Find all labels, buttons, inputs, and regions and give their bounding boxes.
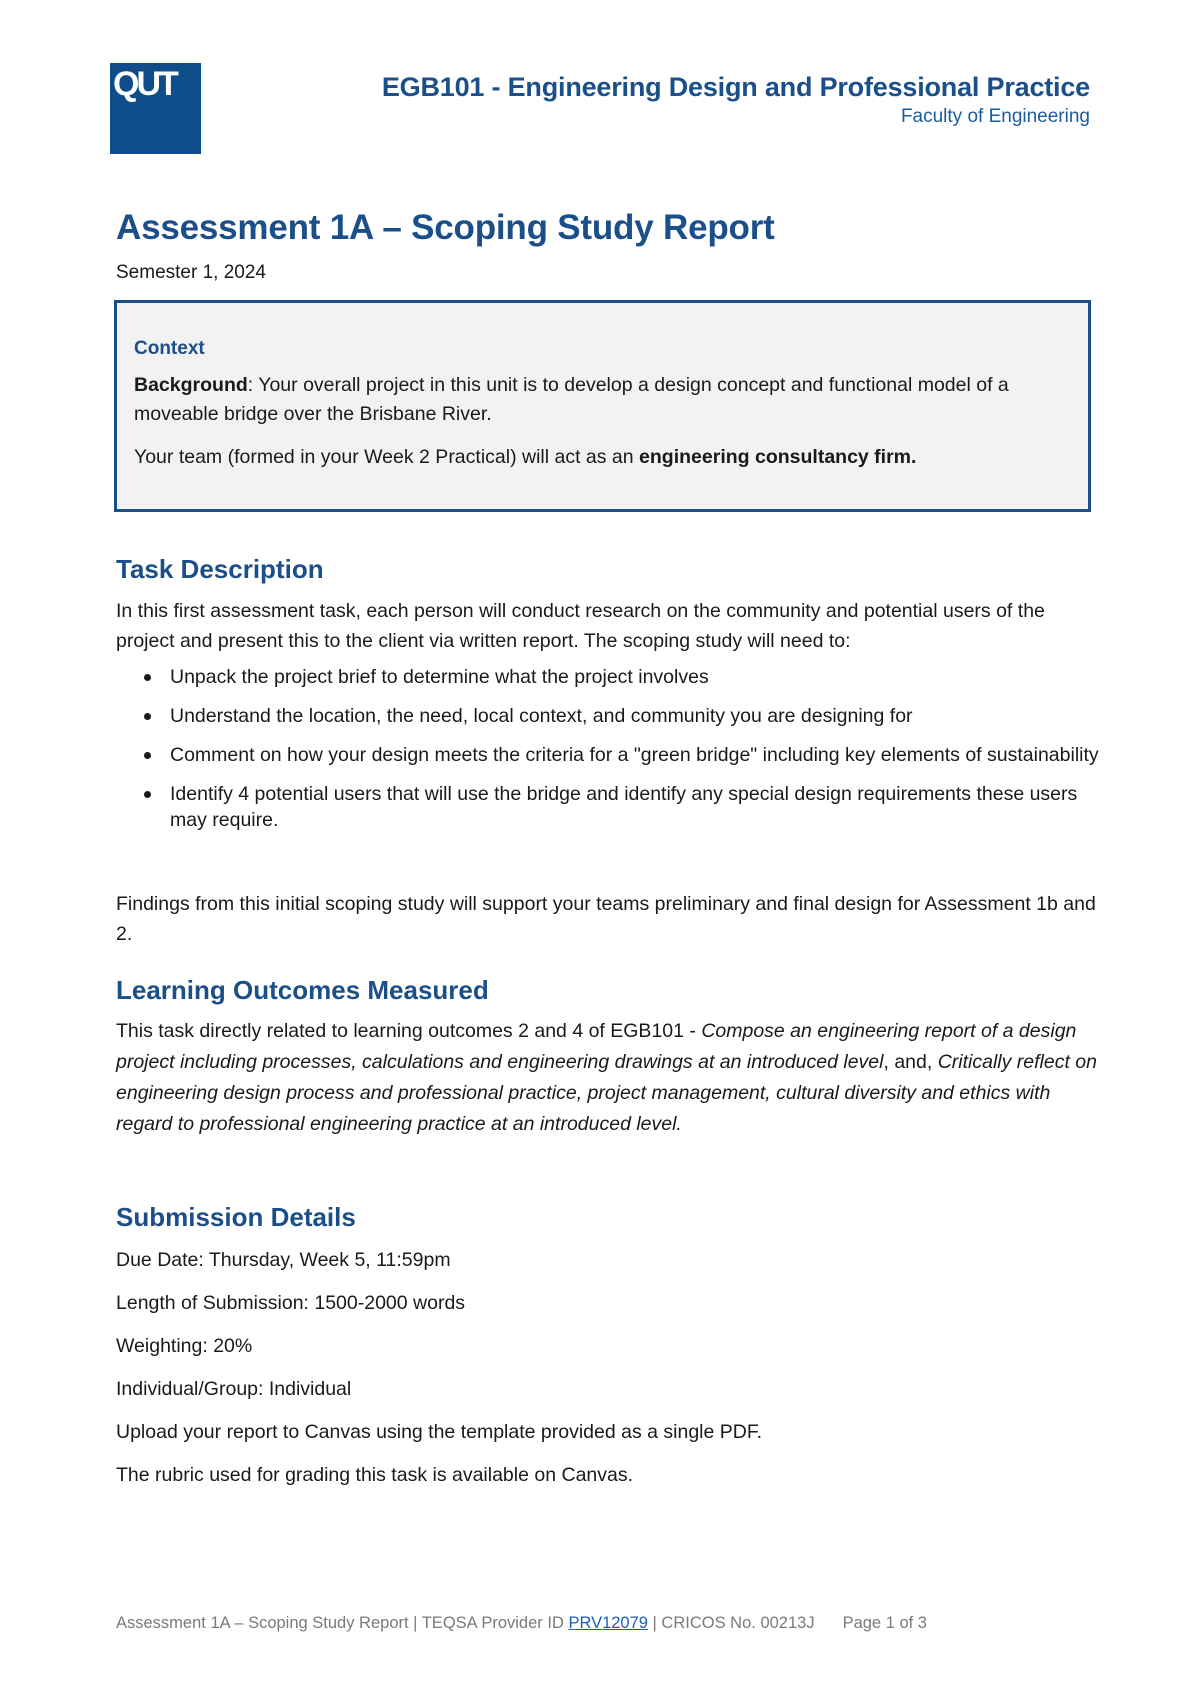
task-bullet-list bbox=[116, 664, 1106, 846]
task-intro: In this first assessment task, each person will conduct research on the community and potential users of the project and present this to the client via written report. The scoping study will need to: bbox=[116, 600, 1045, 652]
list-item: Comment on how your design meets the criteria for a "green bridge" including key elements of sustainability bbox=[116, 742, 1106, 768]
background-text: : Your overall project in this unit is to develop a design concept and functional model of a moveable bridge over the Brisbane River. bbox=[134, 374, 1009, 425]
task-findings: Findings from this initial scoping study will support your teams preliminary and final design for Assessment 1b and 2. bbox=[116, 893, 1096, 945]
unit-title: EGB101 - Engineering Design and Professional Practice bbox=[381, 72, 1090, 102]
team-suffix: . bbox=[911, 446, 917, 468]
background-label: Background bbox=[134, 374, 248, 396]
outcomes-text bbox=[116, 1016, 1106, 1140]
outcomes-heading: Learning Outcomes Measured bbox=[116, 975, 489, 1005]
logo-text: QUT bbox=[113, 65, 176, 103]
outcome-b: Critically reflect on engineering design process and professional practice, project management, cultural diversity and ethics with regard to professional engineering practice at an introduced level. bbox=[116, 1051, 1097, 1135]
team-prefix: Your team (formed in your Week 2 Practical) will act as an bbox=[134, 446, 640, 468]
due-date: Due Date: Thursday, Week 5, 11:59pm bbox=[116, 1249, 451, 1271]
page-footer bbox=[116, 1614, 927, 1633]
context-box bbox=[114, 300, 1091, 512]
outcomes-joiner: , and, bbox=[883, 1051, 938, 1073]
outcome-a: Compose an engineering report of a design project including processes, calculations and engineering drawings at an introduced level bbox=[116, 1020, 1077, 1073]
context-heading: Context bbox=[134, 338, 205, 359]
provider-id-link[interactable]: PRV12079 bbox=[568, 1614, 648, 1632]
faculty-name: Faculty of Engineering bbox=[900, 106, 1090, 127]
list-item: Identify 4 potential users that will use the bridge and identify any special design requirements these users may require. bbox=[116, 781, 1106, 833]
submission-length: Length of Submission: 1500-2000 words bbox=[116, 1292, 466, 1314]
footer-cricos: | CRICOS No. 00213J bbox=[647, 1614, 815, 1632]
context-team bbox=[134, 443, 1034, 472]
outcomes-prefix: This task directly related to learning outcomes 2 and 4 of EGB101 - bbox=[116, 1020, 702, 1042]
context-background bbox=[134, 371, 1034, 429]
page-number: Page 1 of 3 bbox=[842, 1614, 927, 1632]
list-item: Unpack the project brief to determine what the project involves bbox=[116, 664, 1106, 690]
semester-label: Semester 1, 2024 bbox=[116, 262, 266, 283]
task-heading: Task Description bbox=[116, 554, 324, 584]
qut-logo bbox=[110, 63, 201, 154]
weighting: Weighting: 20% bbox=[116, 1335, 253, 1357]
list-item: Understand the location, the need, local context, and community you are designing for bbox=[116, 703, 1106, 729]
footer-prefix: Assessment 1A – Scoping Study Report | TEQSA Provider ID bbox=[116, 1614, 569, 1632]
submission-heading: Submission Details bbox=[116, 1202, 356, 1232]
individual-group: Individual/Group: Individual bbox=[116, 1378, 352, 1400]
team-bold: engineering consultancy firm bbox=[639, 446, 912, 468]
upload-instructions: Upload your report to Canvas using the template provided as a single PDF. bbox=[116, 1421, 763, 1443]
page-title: Assessment 1A – Scoping Study Report bbox=[116, 208, 775, 247]
rubric-note: The rubric used for grading this task is available on Canvas. bbox=[116, 1464, 634, 1486]
